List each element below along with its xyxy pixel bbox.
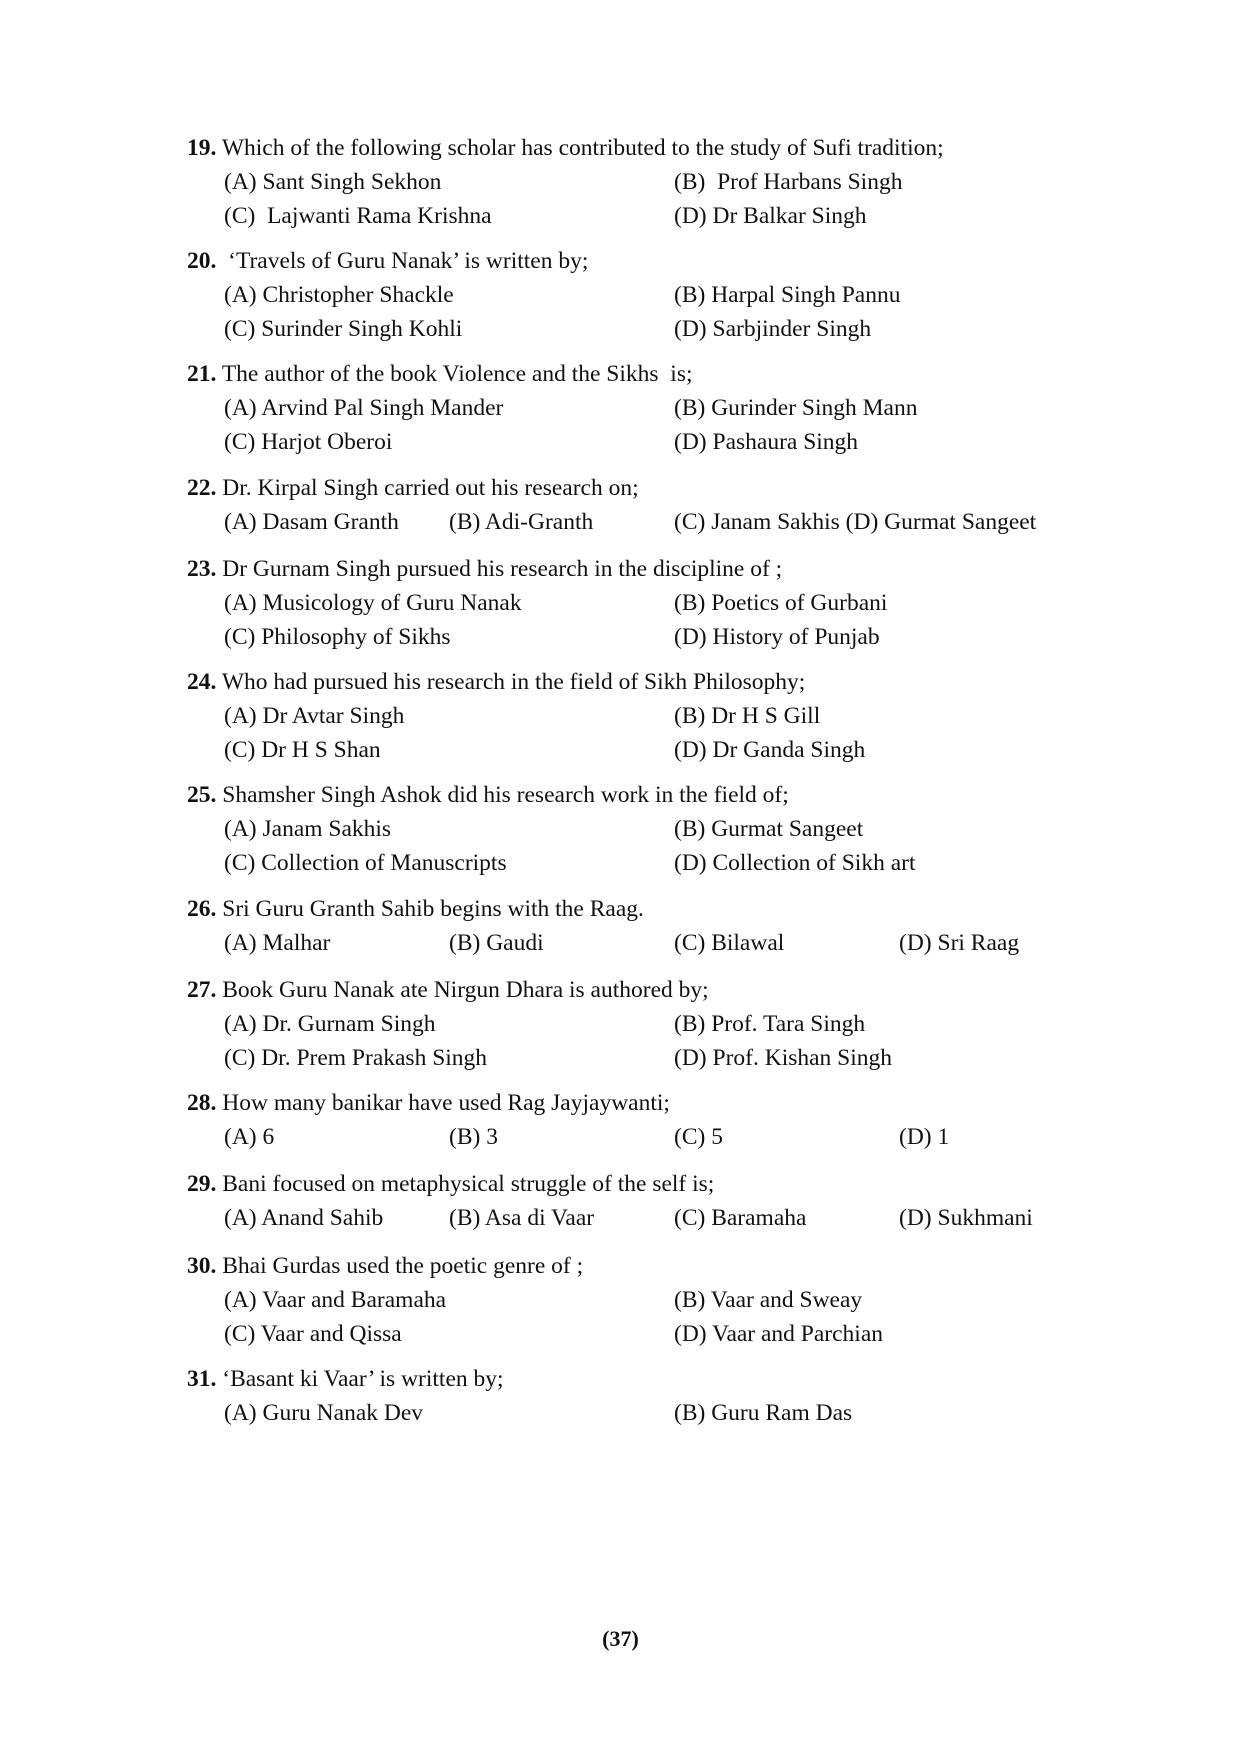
question-number: 28.: [187, 1090, 217, 1116]
answer-option: (D) Sri Raag: [899, 930, 1020, 956]
question-stem: [187, 244, 1087, 278]
question-stem: [187, 1249, 1087, 1283]
option-row: [187, 1283, 1087, 1317]
question-number: 31.: [187, 1366, 217, 1392]
answer-option: (B) Poetics of Gurbani: [674, 590, 888, 616]
answer-option: (D) Pashaura Singh: [674, 429, 859, 455]
question-number: 20.: [187, 248, 217, 274]
question-27: [187, 973, 1087, 1075]
question-stem: [187, 357, 1087, 391]
question-stem: [187, 552, 1087, 586]
question-text: Dr. Kirpal Singh carried out his research on;: [222, 475, 639, 501]
answer-option: (C) Lajwanti Rama Krishna: [224, 203, 492, 229]
question-29: [187, 1167, 1087, 1235]
question-31: [187, 1362, 1087, 1430]
question-number: 19.: [187, 135, 217, 161]
question-number: 21.: [187, 361, 217, 387]
option-row: [187, 846, 1087, 880]
option-row: [187, 586, 1087, 620]
question-text: ‘Travels of Guru Nanak’ is written by;: [222, 248, 589, 274]
answer-option: (B) Prof. Tara Singh: [674, 1011, 866, 1037]
answer-option: (B) Adi-Granth: [449, 509, 594, 535]
answer-option: (C) Vaar and Qissa: [224, 1321, 402, 1347]
answer-option: (A) Dasam Granth: [224, 509, 399, 535]
question-text: Book Guru Nanak ate Nirgun Dhara is authored by;: [222, 977, 709, 1003]
question-text: Bani focused on metaphysical struggle of the self is;: [222, 1171, 715, 1197]
question-text: Who had pursued his research in the field of Sikh Philosophy;: [221, 669, 806, 695]
question-28: [187, 1086, 1087, 1154]
question-stem: [187, 1167, 1087, 1201]
answer-option: (B) Vaar and Sweay: [674, 1287, 863, 1313]
answer-option: (A) Musicology of Guru Nanak: [224, 590, 522, 616]
option-row: [187, 505, 1087, 539]
answer-option: (B) Gurmat Sangeet: [674, 816, 864, 842]
answer-option: (A) Guru Nanak Dev: [224, 1400, 424, 1426]
page-number: (37): [602, 1626, 639, 1651]
answer-option: (B) Harpal Singh Pannu: [674, 282, 901, 308]
question-20: [187, 244, 1087, 346]
question-text: The author of the book Violence and the Sikhs is;: [221, 361, 693, 387]
question-stem: [187, 665, 1087, 699]
question-text: How many banikar have used Rag Jayjaywanti;: [222, 1090, 670, 1116]
option-row: [187, 926, 1087, 960]
question-24: [187, 665, 1087, 767]
answer-option: (B) Guru Ram Das: [674, 1400, 853, 1426]
answer-option: (B) Dr H S Gill: [674, 703, 821, 729]
question-stem: [187, 892, 1087, 926]
answer-option: (C) Baramaha: [674, 1205, 807, 1231]
question-stem: [187, 778, 1087, 812]
answer-option: (B) Asa di Vaar: [449, 1205, 595, 1231]
question-text: Which of the following scholar has contributed to the study of Sufi tradition;: [221, 135, 944, 161]
answer-option: (B) 3: [449, 1124, 498, 1150]
question-23: [187, 552, 1087, 654]
answer-option: (A) Vaar and Baramaha: [224, 1287, 447, 1313]
answer-option: (C) Janam Sakhis (D) Gurmat Sangeet: [674, 509, 1037, 535]
answer-option: (D) Vaar and Parchian: [674, 1321, 884, 1347]
answer-option: (C) Philosophy of Sikhs: [224, 624, 451, 650]
option-row: [187, 278, 1087, 312]
question-22: [187, 471, 1087, 539]
option-row: [187, 1041, 1087, 1075]
question-stem: [187, 1086, 1087, 1120]
option-row: [187, 1120, 1087, 1154]
option-row: [187, 1396, 1087, 1430]
question-number: 30.: [187, 1253, 217, 1279]
question-26: [187, 892, 1087, 960]
question-text: Dr Gurnam Singh pursued his research in the discipline of ;: [222, 556, 783, 582]
option-row: [187, 425, 1087, 459]
answer-option: (C) Bilawal: [674, 930, 785, 956]
option-row: [187, 733, 1087, 767]
answer-option: (D) Sukhmani: [899, 1205, 1033, 1231]
question-stem: [187, 471, 1087, 505]
answer-option: (D) Dr Balkar Singh: [674, 203, 867, 229]
question-text: Shamsher Singh Ashok did his research work in the field of;: [222, 782, 789, 808]
answer-option: (D) History of Punjab: [674, 624, 880, 650]
question-number: 27.: [187, 977, 217, 1003]
answer-option: (A) Janam Sakhis: [224, 816, 392, 842]
question-21: [187, 357, 1087, 459]
answer-option: (A) Anand Sahib: [224, 1205, 384, 1231]
question-number: 24.: [187, 669, 217, 695]
question-stem: [187, 1362, 1087, 1396]
question-text: Sri Guru Granth Sahib begins with the Raag.: [222, 896, 644, 922]
question-25: [187, 778, 1087, 880]
answer-option: (A) Dr Avtar Singh: [224, 703, 405, 729]
option-row: [187, 1317, 1087, 1351]
option-row: [187, 391, 1087, 425]
question-number: 29.: [187, 1171, 217, 1197]
option-row: [187, 812, 1087, 846]
option-row: [187, 1007, 1087, 1041]
option-row: [187, 199, 1087, 233]
answer-option: (A) Sant Singh Sekhon: [224, 169, 442, 195]
answer-option: (C) Dr H S Shan: [224, 737, 381, 763]
option-row: [187, 699, 1087, 733]
answer-option: (A) Malhar: [224, 930, 331, 956]
answer-option: (A) Dr. Gurnam Singh: [224, 1011, 436, 1037]
option-row: [187, 620, 1087, 654]
question-text: Bhai Gurdas used the poetic genre of ;: [222, 1253, 584, 1279]
answer-option: (D) Dr Ganda Singh: [674, 737, 866, 763]
answer-option: (C) Harjot Oberoi: [224, 429, 393, 455]
question-stem: [187, 131, 1087, 165]
question-number: 25.: [187, 782, 217, 808]
answer-option: (C) Dr. Prem Prakash Singh: [224, 1045, 488, 1071]
question-stem: [187, 973, 1087, 1007]
option-row: [187, 165, 1087, 199]
answer-option: (B) Prof Harbans Singh: [674, 169, 903, 195]
question-19: [187, 131, 1087, 233]
answer-option: (C) Surinder Singh Kohli: [224, 316, 463, 342]
answer-option: (C) Collection of Manuscripts: [224, 850, 507, 876]
question-text: ‘Basant ki Vaar’ is written by;: [222, 1366, 504, 1392]
question-number: 23.: [187, 556, 217, 582]
answer-option: (B) Gaudi: [449, 930, 544, 956]
answer-option: (D) 1: [899, 1124, 950, 1150]
answer-option: (D) Collection of Sikh art: [674, 850, 916, 876]
answer-option: (C) 5: [674, 1124, 723, 1150]
answer-option: (A) 6: [224, 1124, 275, 1150]
answer-option: (D) Prof. Kishan Singh: [674, 1045, 893, 1071]
question-30: [187, 1249, 1087, 1351]
answer-option: (A) Arvind Pal Singh Mander: [224, 395, 504, 421]
question-number: 26.: [187, 896, 217, 922]
option-row: [187, 1201, 1087, 1235]
answer-option: (A) Christopher Shackle: [224, 282, 454, 308]
option-row: [187, 312, 1087, 346]
question-number: 22.: [187, 475, 217, 501]
answer-option: (B) Gurinder Singh Mann: [674, 395, 918, 421]
answer-option: (D) Sarbjinder Singh: [674, 316, 872, 342]
